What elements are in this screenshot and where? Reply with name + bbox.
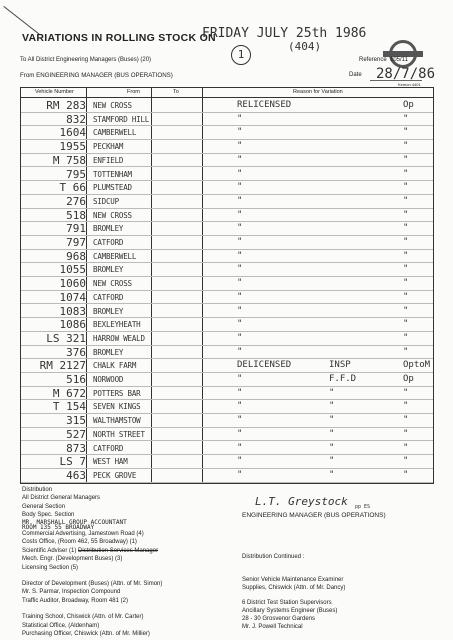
distribution-item: Commercial Advertising, Jamestown Road (4) xyxy=(22,531,144,538)
from-cell: WEST HAM xyxy=(93,457,128,467)
table-row xyxy=(21,125,433,140)
reason-cell: " xyxy=(237,113,243,124)
reason-code-cell: " xyxy=(403,469,409,480)
reason-cell: " xyxy=(237,154,243,165)
from-cell: SIDCUP xyxy=(93,196,119,206)
distribution-item: Traffic Auditor, Broadway, Room 481 (2) xyxy=(22,597,128,604)
vehicle-number-cell: 1055 xyxy=(59,263,86,277)
reason-code-cell: " xyxy=(403,113,409,124)
struck-distribution-item: Distribution Services Manager xyxy=(78,547,159,554)
distribution-item: Body Spec. Section xyxy=(22,512,75,519)
reason-code-cell: " xyxy=(403,456,409,467)
from-cell: SEVEN KINGS xyxy=(93,402,141,412)
signature-initials: pp ES xyxy=(355,504,371,510)
reference-label: Reference xyxy=(359,57,387,63)
table-row xyxy=(21,276,433,291)
reason-code-cell: " xyxy=(403,415,409,426)
vehicle-number-cell: 968 xyxy=(66,249,86,263)
from-cell: CATFORD xyxy=(93,292,124,302)
distribution-item: Mr. J. Powell Technical xyxy=(242,624,303,630)
table-row xyxy=(21,139,433,154)
vehicle-number-cell: T 66 xyxy=(59,181,86,195)
reason-cell: " xyxy=(237,237,243,247)
table-row xyxy=(21,372,433,387)
vehicle-number-cell: 1955 xyxy=(59,140,86,154)
table-row xyxy=(21,399,433,414)
reason-code-cell: " xyxy=(403,442,409,453)
vehicle-number-cell: 518 xyxy=(66,208,86,222)
from-cell: BROMLEY xyxy=(93,347,124,357)
reason-cell: DELICENSED xyxy=(237,360,292,371)
reason-cell: " xyxy=(237,401,243,412)
reason-code-cell: " xyxy=(403,209,409,220)
from-cell: CAMBERWELL xyxy=(93,251,137,261)
distribution-item: All District General Managers xyxy=(22,495,101,502)
vehicle-number-cell: M 758 xyxy=(52,153,86,167)
reason-code-cell: " xyxy=(403,264,409,275)
table-row xyxy=(21,112,433,127)
distribution-heading: Distribution xyxy=(22,487,53,493)
table-row xyxy=(21,290,433,305)
from-cell: BEXLEYHEATH xyxy=(93,320,141,330)
reference-value: 105/11 xyxy=(390,57,408,63)
vehicle-number-cell: 1060 xyxy=(59,277,86,291)
reason-detail-cell: " xyxy=(329,456,335,467)
reason-code-cell: " xyxy=(403,154,409,165)
vehicle-number-cell: LS 7 xyxy=(59,455,86,469)
table-row xyxy=(21,235,433,250)
reason-cell: " xyxy=(237,141,243,152)
reason-cell: " xyxy=(237,415,243,426)
vehicle-number-cell: 797 xyxy=(66,236,86,249)
reason-detail-cell: " xyxy=(329,415,335,426)
reason-cell: " xyxy=(237,127,243,138)
from-cell: BROMLEY xyxy=(93,265,124,275)
table-row xyxy=(21,331,433,346)
vehicle-number-cell: 315 xyxy=(66,414,86,428)
table-row xyxy=(21,345,433,360)
from-cell: STAMFORD HILL xyxy=(93,114,150,124)
vehicle-number-cell: 795 xyxy=(66,167,86,181)
scientific-adviser-text: Scientific Adviser (1) xyxy=(22,547,77,554)
reason-code-cell: Op xyxy=(403,100,414,110)
table-row xyxy=(21,413,433,428)
from-cell: PECK GROVE xyxy=(93,470,137,480)
from-cell: BROMLEY xyxy=(93,306,124,316)
reason-cell: RELICENSED xyxy=(237,100,292,110)
reason-code-cell: " xyxy=(403,319,409,330)
signature: L.T. Greystock xyxy=(255,495,348,508)
table-row xyxy=(21,153,433,168)
reason-code-cell: " xyxy=(403,237,409,247)
reason-detail-cell: F.F.D xyxy=(329,374,357,384)
reason-cell: " xyxy=(237,319,243,330)
header-vehicle-number: Vehicle Number xyxy=(35,89,74,95)
from-cell: PLUMSTEAD xyxy=(93,183,132,193)
reason-cell: " xyxy=(237,456,243,467)
reason-code-cell: " xyxy=(403,168,409,179)
variations-table xyxy=(20,87,434,484)
reason-code-cell: " xyxy=(403,291,409,302)
reason-detail-cell: " xyxy=(329,401,335,412)
vehicle-number-cell: 1083 xyxy=(59,304,86,318)
vehicle-number-cell: RM 2127 xyxy=(39,359,86,373)
reason-cell: " xyxy=(237,469,243,480)
table-row xyxy=(21,98,433,113)
reason-code-cell: " xyxy=(403,223,409,234)
reason-detail-cell: " xyxy=(329,387,335,398)
vehicle-number-cell: 791 xyxy=(66,222,86,236)
table-row xyxy=(21,468,433,483)
distribution-handwritten-item: MR. MARSHALL GROUP ACCOUNTANT xyxy=(22,518,127,526)
from-cell: TOTTENHAM xyxy=(93,169,132,179)
from-cell: BROMLEY xyxy=(93,224,124,234)
vehicle-number-cell: 873 xyxy=(66,441,86,455)
from-cell: CHALK FARM xyxy=(93,361,137,371)
distribution-item: Mr. S. Parmar, Inspection Compound xyxy=(22,589,121,596)
table-row xyxy=(21,304,433,319)
from-cell: NORWOOD xyxy=(93,375,124,384)
document-title: VARIATIONS IN ROLLING STOCK ON xyxy=(22,32,216,44)
reason-detail-cell: " xyxy=(329,469,335,480)
distribution-item: Director of Development (Buses) (Attn. of Mr. Simon) xyxy=(22,581,163,588)
reason-cell: " xyxy=(237,195,243,206)
vehicle-number-cell: LS 321 xyxy=(46,331,86,345)
header-from: From xyxy=(127,89,140,95)
spacer xyxy=(22,572,237,580)
spacer xyxy=(22,605,237,613)
from-cell: ENFIELD xyxy=(93,155,124,165)
reason-code-cell: " xyxy=(403,346,409,357)
reason-cell: " xyxy=(237,291,243,302)
reason-cell: " xyxy=(237,428,243,439)
distribution-item: Senior Vehicle Maintenance Examiner xyxy=(242,577,344,583)
table-row xyxy=(21,180,433,195)
table-row xyxy=(21,208,433,223)
distribution-item: General Section xyxy=(22,503,66,510)
from-cell: NEW CROSS xyxy=(93,101,132,110)
reason-detail-cell: " xyxy=(329,428,335,439)
from-cell: NORTH STREET xyxy=(93,429,145,439)
vehicle-number-cell: 463 xyxy=(66,468,86,482)
table-row xyxy=(21,221,433,236)
reason-code-cell: " xyxy=(403,401,409,412)
reason-code-cell: " xyxy=(403,428,409,439)
reason-code-cell: " xyxy=(403,250,409,261)
vehicle-number-cell: RM 283 xyxy=(46,99,86,112)
reason-code-cell: " xyxy=(403,195,409,206)
table-header xyxy=(21,88,433,98)
date-label: Date xyxy=(349,72,362,78)
distribution-item: Mech. Engr. (Development Buses) (3) xyxy=(22,556,123,563)
distribution-item: Costs Office, (Room 462, 55 Broadway) (1) xyxy=(22,539,137,546)
table-row xyxy=(21,427,433,442)
reason-cell: " xyxy=(237,442,243,453)
reason-code-cell: " xyxy=(403,182,409,193)
circled-number: 1 xyxy=(231,45,251,65)
distribution-item: Licensing Section (5) xyxy=(22,564,79,571)
from-line: From ENGINEERING MANAGER (BUS OPERATIONS) xyxy=(20,72,173,79)
reason-cell: " xyxy=(237,168,243,179)
table-row xyxy=(21,441,433,456)
reason-cell: " xyxy=(237,250,243,261)
from-cell: WALTHAMSTOW xyxy=(93,416,141,426)
reason-code-cell: OptoM xyxy=(403,360,431,371)
table-row xyxy=(21,358,433,373)
vehicle-number-cell: 376 xyxy=(66,345,86,359)
table-row xyxy=(21,167,433,182)
reason-cell: " xyxy=(237,278,243,289)
reason-code-cell: " xyxy=(403,141,409,152)
vehicle-number-cell: 516 xyxy=(66,373,86,386)
reason-cell: " xyxy=(237,387,243,398)
distribution-item: Ancillary Systems Engineer (Buses) xyxy=(242,608,338,614)
distribution-continued: Distribution Continued : xyxy=(242,554,305,560)
reason-cell: " xyxy=(237,264,243,275)
table-row xyxy=(21,454,433,469)
reason-code-cell: " xyxy=(403,127,409,138)
reason-cell: " xyxy=(237,374,243,384)
reason-cell: " xyxy=(237,346,243,357)
vehicle-number-cell: 832 xyxy=(66,112,86,126)
distribution-item: 6 District Test Station Supervisors xyxy=(242,600,332,606)
distribution-item: Purchasing Officer, Chiswick (Attn. of Mr. Millier) xyxy=(22,631,150,638)
date-value: 28/7/86 xyxy=(376,66,436,82)
distribution-item: Training School, Chiswick (Attn. of Mr. Carter) xyxy=(22,614,144,621)
reason-cell: " xyxy=(237,223,243,234)
table-row xyxy=(21,249,433,264)
reason-cell: " xyxy=(237,332,243,343)
corner-mark xyxy=(3,6,39,34)
reason-detail-cell: " xyxy=(329,442,335,453)
from-cell: CATFORD xyxy=(93,238,124,247)
form-code: Kemon 4401 xyxy=(398,82,421,87)
distribution-item: Supplies, Chiswick (Attn. of Mr. Dancy) xyxy=(242,585,346,591)
vehicle-number-cell: M 672 xyxy=(52,386,86,400)
from-cell: CAMBERWELL xyxy=(93,128,137,138)
distribution-item xyxy=(22,547,237,555)
london-transport-roundel-icon xyxy=(389,40,417,68)
from-cell: PECKHAM xyxy=(93,142,124,152)
reason-cell: " xyxy=(237,305,243,316)
distribution-list xyxy=(22,486,237,639)
table-row xyxy=(21,386,433,401)
vehicle-number-cell: 1086 xyxy=(59,318,86,332)
from-cell: NEW CROSS xyxy=(93,279,132,289)
reason-detail-cell: INSP xyxy=(329,360,351,371)
reason-cell: " xyxy=(237,209,243,220)
signer-title: ENGINEERING MANAGER (BUS OPERATIONS) xyxy=(242,512,386,519)
date-underline xyxy=(370,80,422,81)
vehicle-number-cell: 1074 xyxy=(59,290,86,304)
from-cell: NEW CROSS xyxy=(93,210,132,220)
reason-code-cell: " xyxy=(403,305,409,316)
distribution-handwritten-item: ROOM 135 55 BROADWAY xyxy=(22,523,95,531)
header-to: To xyxy=(173,89,179,95)
table-row xyxy=(21,194,433,209)
reason-code-cell: " xyxy=(403,332,409,343)
reason-cell: " xyxy=(237,182,243,193)
vehicle-number-cell: T 154 xyxy=(52,400,86,414)
vehicle-number-cell: 276 xyxy=(66,194,86,208)
from-cell: CATFORD xyxy=(93,443,124,453)
handwritten-number: (404) xyxy=(288,40,322,53)
header-reason: Reason for Variation xyxy=(293,89,343,95)
handwritten-date: FRIDAY JULY 25th 1986 xyxy=(202,26,367,41)
distribution-item: Statistical Office, (Aldenham) xyxy=(22,622,100,629)
reason-code-cell: " xyxy=(403,387,409,398)
distribution-item: 28 - 30 Grosvenor Gardens xyxy=(242,616,316,622)
reason-code-cell: " xyxy=(403,278,409,289)
from-cell: POTTERS BAR xyxy=(93,388,141,398)
reason-code-cell: Op xyxy=(403,374,414,384)
to-line: To All District Engineering Managers (Buses) (20) xyxy=(20,57,152,63)
from-cell: HARROW WEALD xyxy=(93,333,145,343)
vehicle-number-cell: 1604 xyxy=(59,126,86,140)
table-row xyxy=(21,262,433,277)
table-row xyxy=(21,317,433,332)
vehicle-number-cell: 527 xyxy=(66,427,86,441)
